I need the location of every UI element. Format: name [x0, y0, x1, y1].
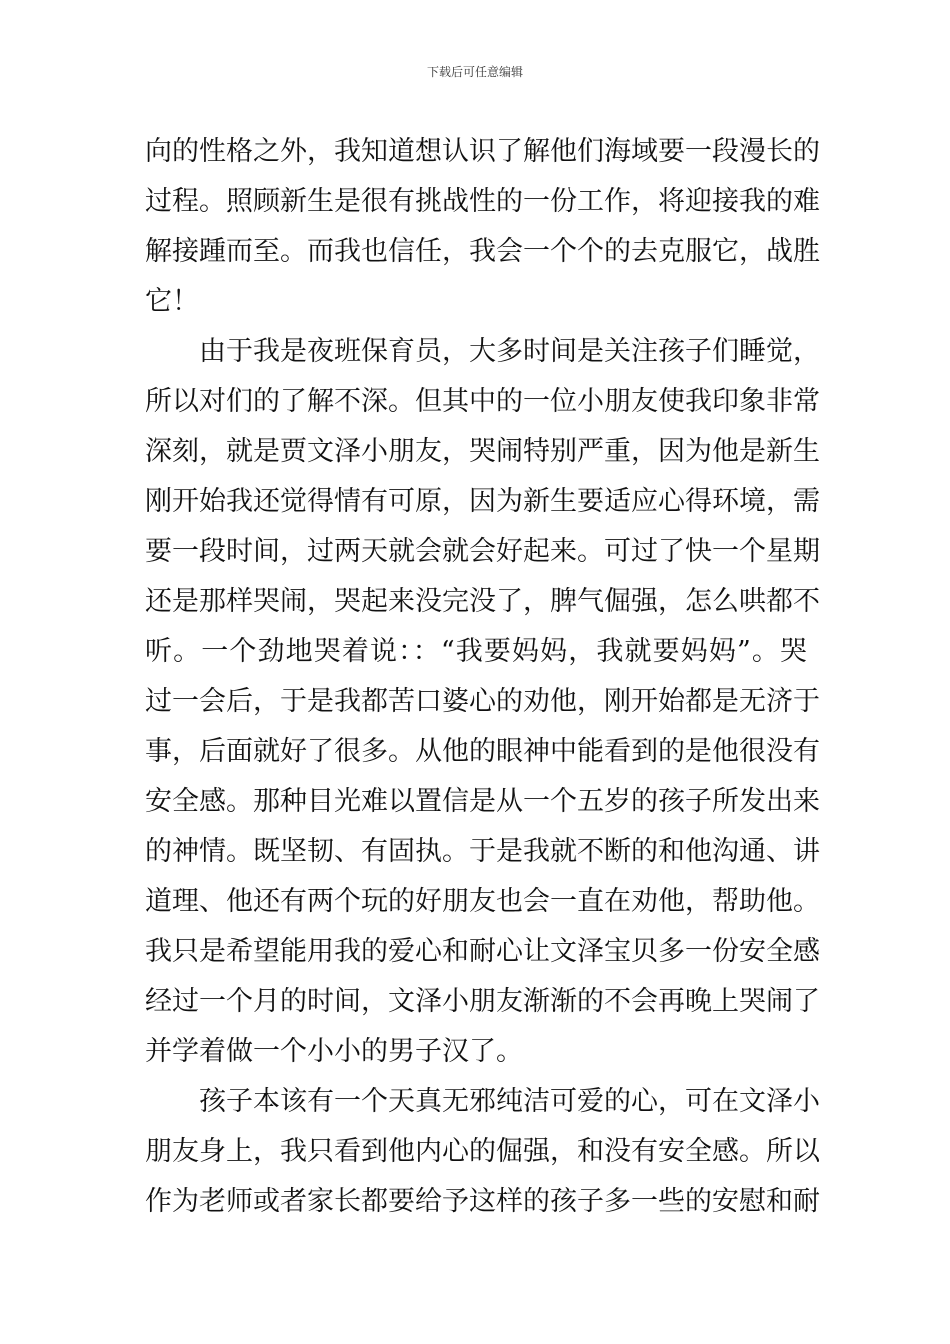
text-line: 刚开始我还觉得情有可原，因为新生要适应心得环境，需 [145, 486, 820, 517]
text-line: 它！ [145, 286, 199, 317]
text-line: 还是那样哭闹，哭起来没完没了，脾气倔强，怎么哄都不 [145, 586, 820, 617]
text-line: 过程。照顾新生是很有挑战性的一份工作，将迎接我的难 [145, 186, 820, 217]
text-line: 过一会后，于是我都苦口婆心的劝他，刚开始都是无济于 [145, 686, 820, 717]
text-line: 听。一个劲地哭着说：：“我要妈妈，我就要妈妈”。哭 [145, 636, 807, 667]
text-line: 并学着做一个小小的男子汉了。 [145, 1036, 523, 1067]
text-line: 朋友身上，我只看到他内心的倔强，和没有安全感。所以 [145, 1136, 820, 1167]
text-line: 我只是希望能用我的爱心和耐心让文泽宝贝多一份安全感 [145, 936, 820, 967]
text-line: 所以对们的了解不深。但其中的一位小朋友使我印象非常 [145, 386, 820, 417]
text-line: 向的性格之外，我知道想认识了解他们海域要一段漫长的 [145, 136, 820, 167]
text-line: 安全感。那种目光难以置信是从一个五岁的孩子所发出来 [145, 786, 820, 817]
page-header: 下载后可任意编辑 [426, 65, 523, 79]
text-line: 道理、他还有两个玩的好朋友也会一直在劝他，帮助他。 [145, 886, 820, 917]
text-line: 事，后面就好了很多。从他的眼神中能看到的是他很没有 [145, 736, 820, 767]
text-line: 经过一个月的时间，文泽小朋友渐渐的不会再晚上哭闹了 [145, 986, 820, 1017]
text-line: 要一段时间，过两天就会就会好起来。可过了快一个星期 [145, 536, 820, 567]
text-line: 的神情。既坚韧、有固执。于是我就不断的和他沟通、讲 [145, 836, 820, 867]
text-line: 作为老师或者家长都要给予这样的孩子多一些的安慰和耐 [145, 1186, 820, 1217]
document-body [145, 127, 820, 1227]
text-line: 深刻，就是贾文泽小朋友，哭闹特别严重，因为他是新生 [145, 436, 820, 467]
text-line: 由于我是夜班保育员，大多时间是关注孩子们睡觉， [199, 336, 820, 367]
text-line: 解接踵而至。而我也信任，我会一个个的去克服它，战胜 [145, 236, 820, 267]
text-line: 孩子本该有一个天真无邪纯洁可爱的心，可在文泽小 [199, 1086, 820, 1117]
